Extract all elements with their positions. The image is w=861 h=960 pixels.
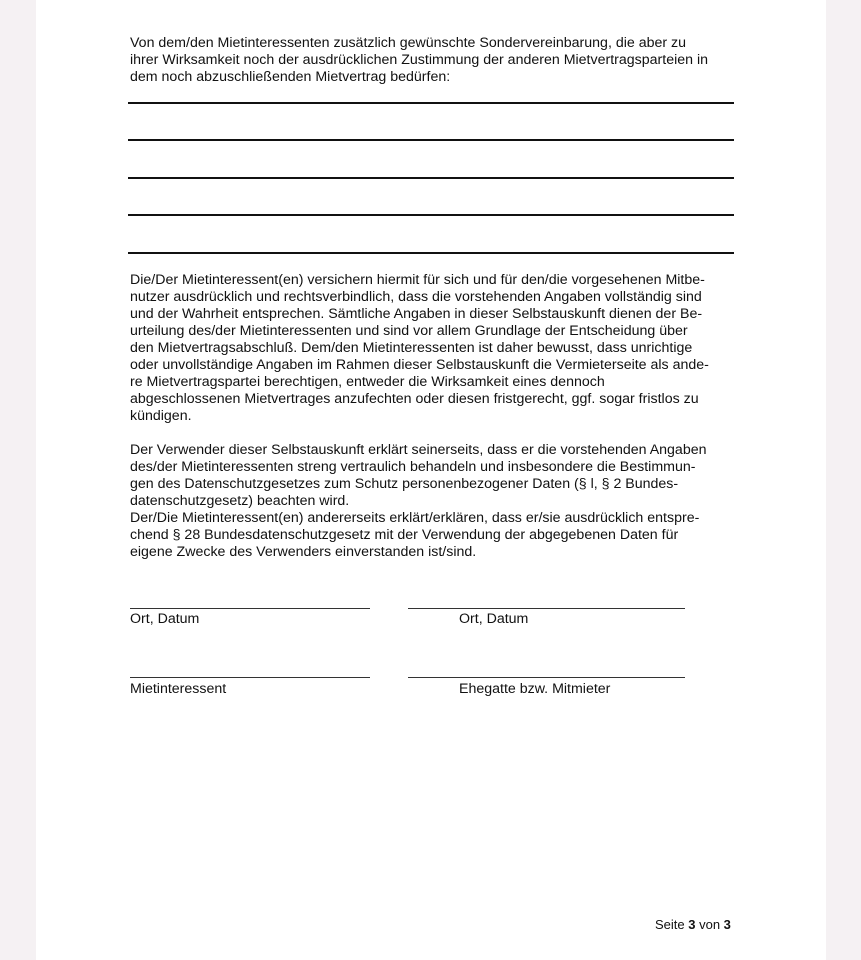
page-of: von xyxy=(695,917,724,932)
total-pages: 3 xyxy=(723,917,731,932)
text-line: nutzer ausdrücklich und rechtsverbindlich, dass die vorstehenden Angaben vollständig sind xyxy=(130,289,702,305)
tenant-label: Mietinteressent xyxy=(130,681,227,697)
text-line: Die/Der Mietinteressent(en) versichern hiermit für sich und für den/die vorgesehenen Mitbe- xyxy=(130,272,705,288)
text-line: kündigen. xyxy=(130,408,192,424)
text-line: des/der Mietinteressenten streng vertraulich behandeln und insbesondere die Bestimmun- xyxy=(130,459,696,475)
text-line: chend § 28 Bundesdatenschutzgesetz mit der Verwendung der abgegebenen Daten für xyxy=(130,527,679,543)
text-line: dem noch abzuschließenden Mietvertrag bedürfen: xyxy=(130,69,451,85)
text-line: Von dem/den Mietinteressenten zusätzlich gewünschte Sondervereinbarung, die aber zu xyxy=(130,35,687,51)
text-line: re Mietvertragspartei berechtigen, entweder die Wirksamkeit eines dennoch xyxy=(130,374,605,390)
text-line: urteilung des/der Mietinteressenten und sind vor allem Grundlage der Entscheidung über xyxy=(130,323,688,339)
text-line: Der/Die Mietinteressent(en) andererseits erklärt/erklären, dass er/sie ausdrücklich entspre- xyxy=(130,510,700,526)
text-line: oder unvollständige Angaben im Rahmen dieser Selbstauskunft die Vermieterseite als ande- xyxy=(130,357,709,373)
spouse-label: Ehegatte bzw. Mitmieter xyxy=(459,681,611,697)
blank-line[interactable] xyxy=(128,177,734,179)
blank-line[interactable] xyxy=(128,139,734,141)
special-agreement-intro xyxy=(130,35,708,86)
signature-line-spouse[interactable] xyxy=(408,677,685,678)
text-line: Der Verwender dieser Selbstauskunft erklärt seinerseits, dass er die vorstehenden Angaben xyxy=(130,442,707,458)
signature-line-place-date-1[interactable] xyxy=(130,608,370,609)
privacy-paragraph xyxy=(130,442,707,561)
signature-line-place-date-2[interactable] xyxy=(408,608,685,609)
text-line: eigene Zwecke des Verwenders einverstanden ist/sind. xyxy=(130,544,477,560)
place-date-label-2: Ort, Datum xyxy=(459,611,529,627)
text-line: ihrer Wirksamkeit noch der ausdrücklichen Zustimmung der anderen Mietvertragsparteien in xyxy=(130,52,708,68)
text-line: gen des Datenschutzgesetzes zum Schutz personenbezogener Daten (§ l, § 2 Bundes- xyxy=(130,476,679,492)
page-prefix: Seite xyxy=(655,917,689,932)
text-line: und der Wahrheit entsprechen. Sämtliche Angaben in dieser Selbstauskunft dienen der Be- xyxy=(130,306,703,322)
page-number xyxy=(655,917,731,932)
blank-line[interactable] xyxy=(128,252,734,254)
current-page: 3 xyxy=(688,917,696,932)
place-date-label-1: Ort, Datum xyxy=(130,611,200,627)
text-line: den Mietvertragsabschluß. Dem/den Mietinteressenten ist daher bewusst, dass unrichtige xyxy=(130,340,693,356)
signature-line-tenant[interactable] xyxy=(130,677,370,678)
blank-line[interactable] xyxy=(128,214,734,216)
declaration-paragraph xyxy=(130,272,709,425)
blank-line[interactable] xyxy=(128,102,734,104)
text-line: abgeschlossenen Mietvertrages anzufechten oder diesen fristgerecht, ggf. sogar fristlos zu xyxy=(130,391,699,407)
text-line: datenschutzgesetz) beachten wird. xyxy=(130,493,350,509)
